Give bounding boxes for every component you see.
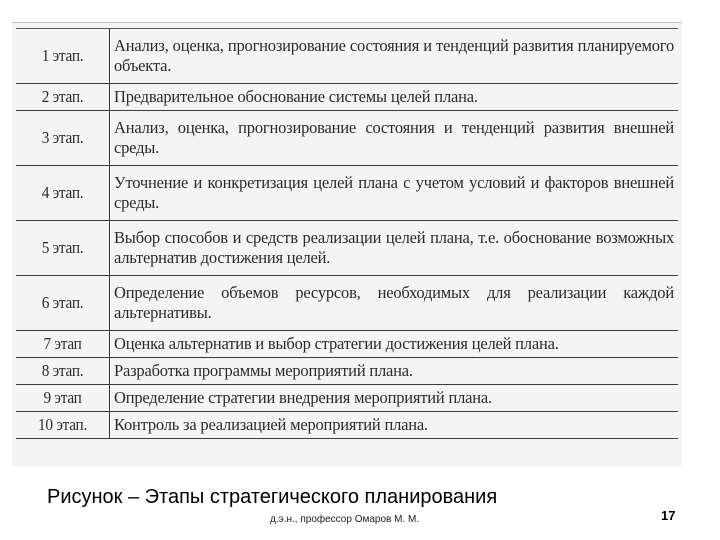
figure-caption: Рисунок – Этапы стратегического планирования — [47, 486, 498, 508]
stage-description: Анализ, оценка, прогнозирование состояния и тенденций развития внешней среды. — [110, 111, 679, 166]
stage-number: 2 этап. — [21, 84, 105, 111]
table-row — [16, 358, 678, 385]
stage-number: 5 этап. — [21, 221, 105, 276]
table-row — [16, 166, 678, 221]
stage-description: Контроль за реализацией мероприятий плана. — [110, 412, 679, 439]
table-row — [16, 221, 678, 276]
stage-description: Выбор способов и средств реализации целей плана, т.е. обоснование возможных альтернатив достижения целей. — [110, 221, 679, 276]
stage-description: Оценка альтернатив и выбор стратегии достижения целей плана. — [110, 331, 679, 358]
stage-number: 6 этап. — [21, 276, 105, 331]
table-row — [16, 412, 678, 439]
stage-description: Определение стратегии внедрения мероприятий плана. — [110, 385, 679, 412]
stage-description: Анализ, оценка, прогнозирование состояния и тенденций развития планируемого объекта. — [110, 29, 679, 84]
stage-number: 10 этап. — [21, 412, 105, 439]
stages-table — [16, 28, 678, 439]
stage-number: 8 этап. — [21, 358, 105, 385]
page-number: 17 — [661, 508, 676, 523]
table-row — [16, 29, 678, 84]
stage-description: Разработка программы мероприятий плана. — [110, 358, 679, 385]
table-row — [16, 111, 678, 166]
stage-number: 9 этап — [21, 385, 105, 412]
table-row — [16, 276, 678, 331]
stage-number: 3 этап. — [21, 111, 105, 166]
table-row — [16, 331, 678, 358]
table-row — [16, 84, 678, 111]
stage-number: 7 этап — [21, 331, 105, 358]
stage-number: 4 этап. — [21, 166, 105, 221]
stage-description: Уточнение и конкретизация целей плана с учетом условий и факторов внешней среды. — [110, 166, 679, 221]
stage-description: Определение объемов ресурсов, необходимых для реализации каждой альтернативы. — [110, 276, 679, 331]
table-row — [16, 385, 678, 412]
stage-number: 1 этап. — [21, 29, 105, 84]
stage-description: Предварительное обоснование системы целей плана. — [110, 84, 679, 111]
author-credit: д.э.н., профессор Омаров М. М. — [270, 514, 420, 525]
